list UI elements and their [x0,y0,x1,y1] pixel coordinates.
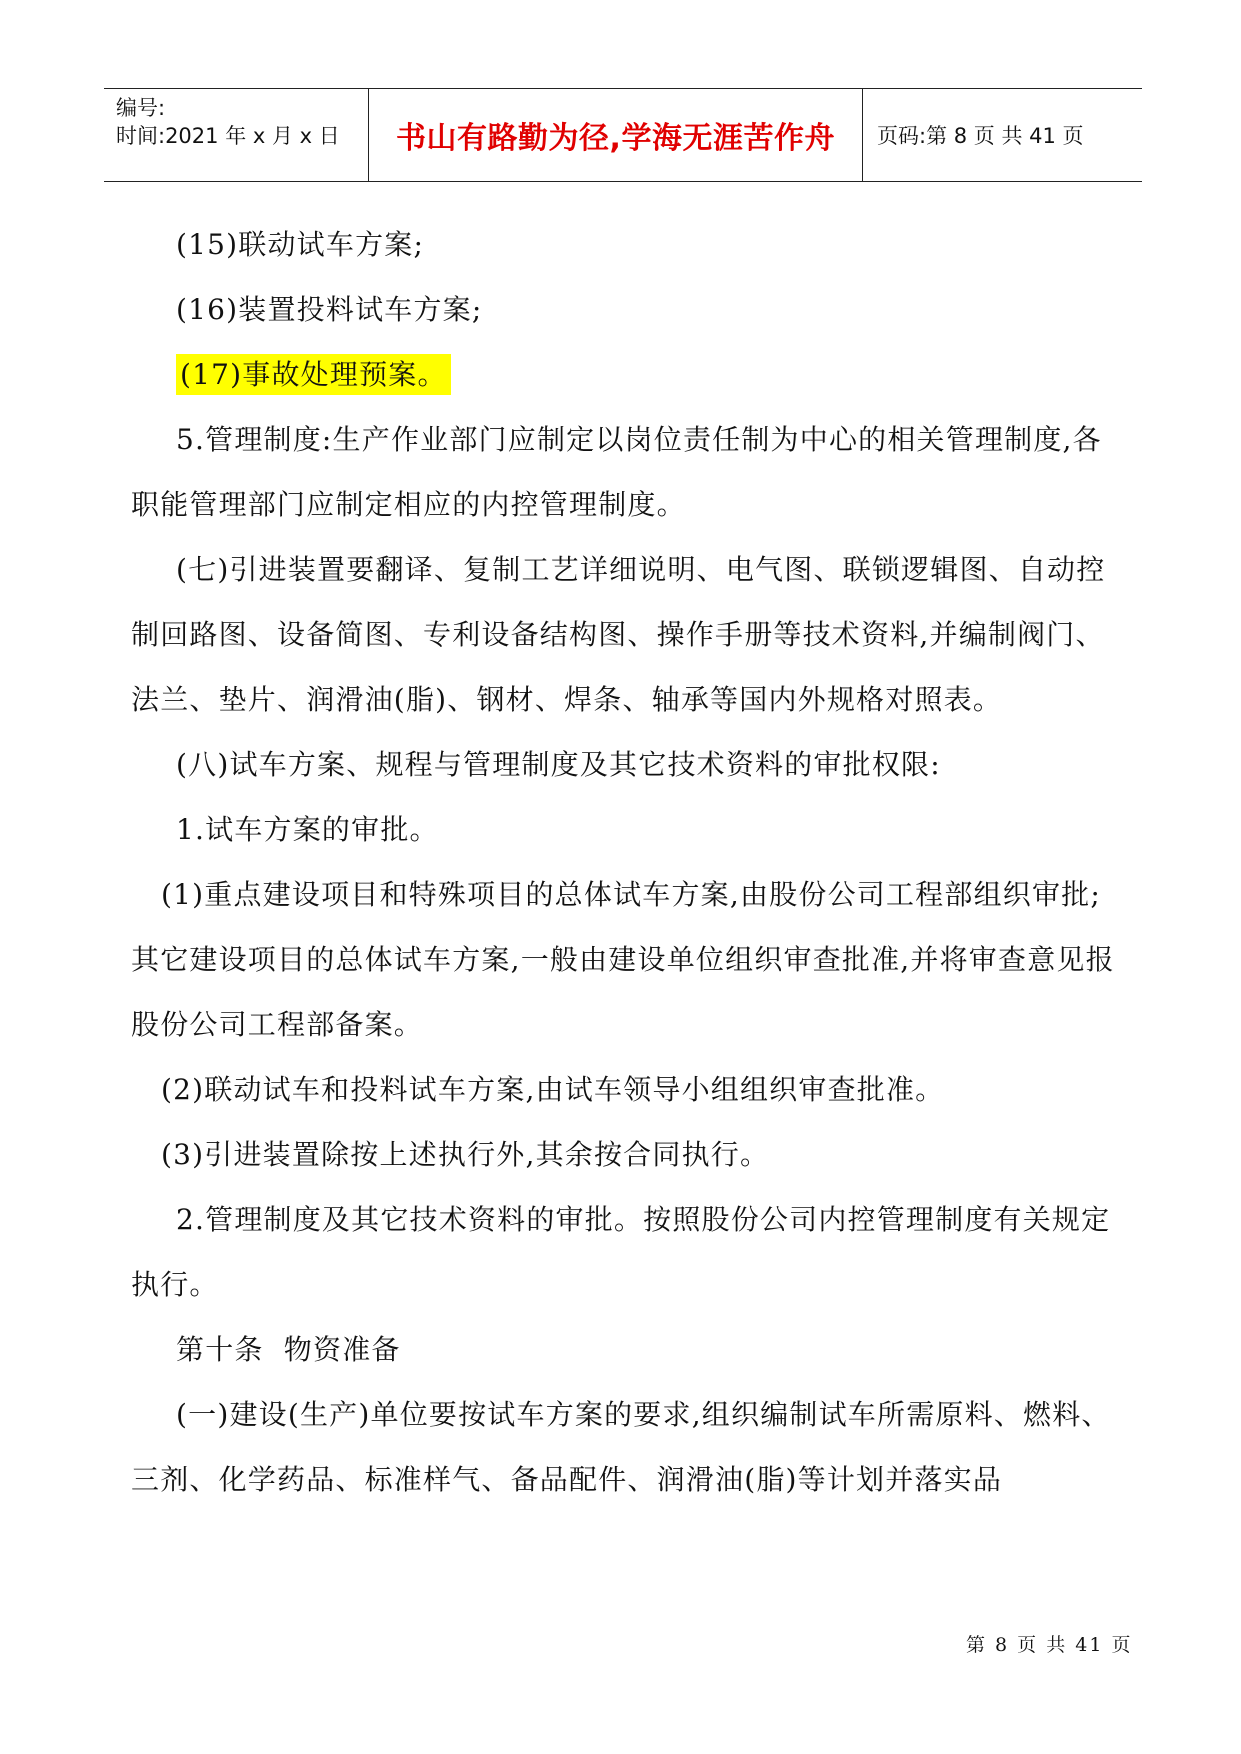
paragraph-text: (3)引进装置除按上述执行外,其余按合同执行。 [161,1138,770,1171]
section-heading [131,1317,1121,1382]
highlighted-text: (17)事故处理预案。 [176,354,451,395]
paragraph-text: (八)试车方案、规程与管理制度及其它技术资料的审批权限: [176,748,941,781]
paragraph-text: (一)建设(生产)单位要按试车方案的要求,组织编制试车所需原料、燃料、三剂、化学药品、标准样气、备品配件、润滑油(脂)等计划并落实品 [131,1398,1111,1496]
paragraph-text: (15)联动试车方案; [176,228,425,261]
header-page-cell [863,89,1142,181]
paragraph [131,1382,1121,1512]
paragraph [131,1122,1121,1187]
page-info: 页码:第 8 页 共 41 页 [877,124,1084,148]
paragraph-text: (2)联动试车和投料试车方案,由试车领导小组组织审查批准。 [161,1073,945,1106]
section-heading-text: 第十条 物资准备 [176,1333,401,1366]
paragraph [131,797,1121,862]
paragraph [131,342,1121,407]
paragraph [131,537,1121,732]
motto-text: 书山有路勤为径,学海无涯苦作舟 [396,121,835,156]
paragraph-text: 1.试车方案的审批。 [176,813,439,846]
paragraph-text: 5.管理制度:生产作业部门应制定以岗位责任制为中心的相关管理制度,各职能管理部门应制定相应的内控管理制度。 [131,423,1102,521]
document-body [131,212,1121,1512]
page-footer [966,1630,1132,1657]
paragraph-text: (16)装置投料试车方案; [176,293,483,326]
header-meta [104,89,369,181]
paragraph [131,732,1121,797]
paragraph-text: (1)重点建设项目和特殊项目的总体试车方案,由股份公司工程部组织审批;其它建设项目的总体试车方案,一般由建设单位组织审查批准,并将审查意见报股份公司工程部备案。 [131,878,1115,1041]
paragraph [131,1057,1121,1122]
paragraph [131,277,1121,342]
header-motto-cell [369,89,863,181]
paragraph [131,407,1121,537]
paragraph [131,1187,1121,1317]
paragraph [131,862,1121,1057]
paragraph-text: (七)引进装置要翻译、复制工艺详细说明、电气图、联锁逻辑图、自动控制回路图、设备简图、专利设备结构图、操作手册等技术资料,并编制阀门、法兰、垫片、润滑油(脂)、钢材、焊条、轴承等国内外规格对照表。 [131,553,1106,716]
time-label: 时间:2021 年 x 月 x 日 [116,124,340,148]
paragraph-text: 2.管理制度及其它技术资料的审批。按照股份公司内控管理制度有关规定执行。 [131,1203,1111,1301]
serial-label: 编号: [116,96,166,120]
page-header [104,88,1142,182]
paragraph [131,212,1121,277]
footer-page-number: 第 8 页 共 41 页 [966,1634,1133,1656]
